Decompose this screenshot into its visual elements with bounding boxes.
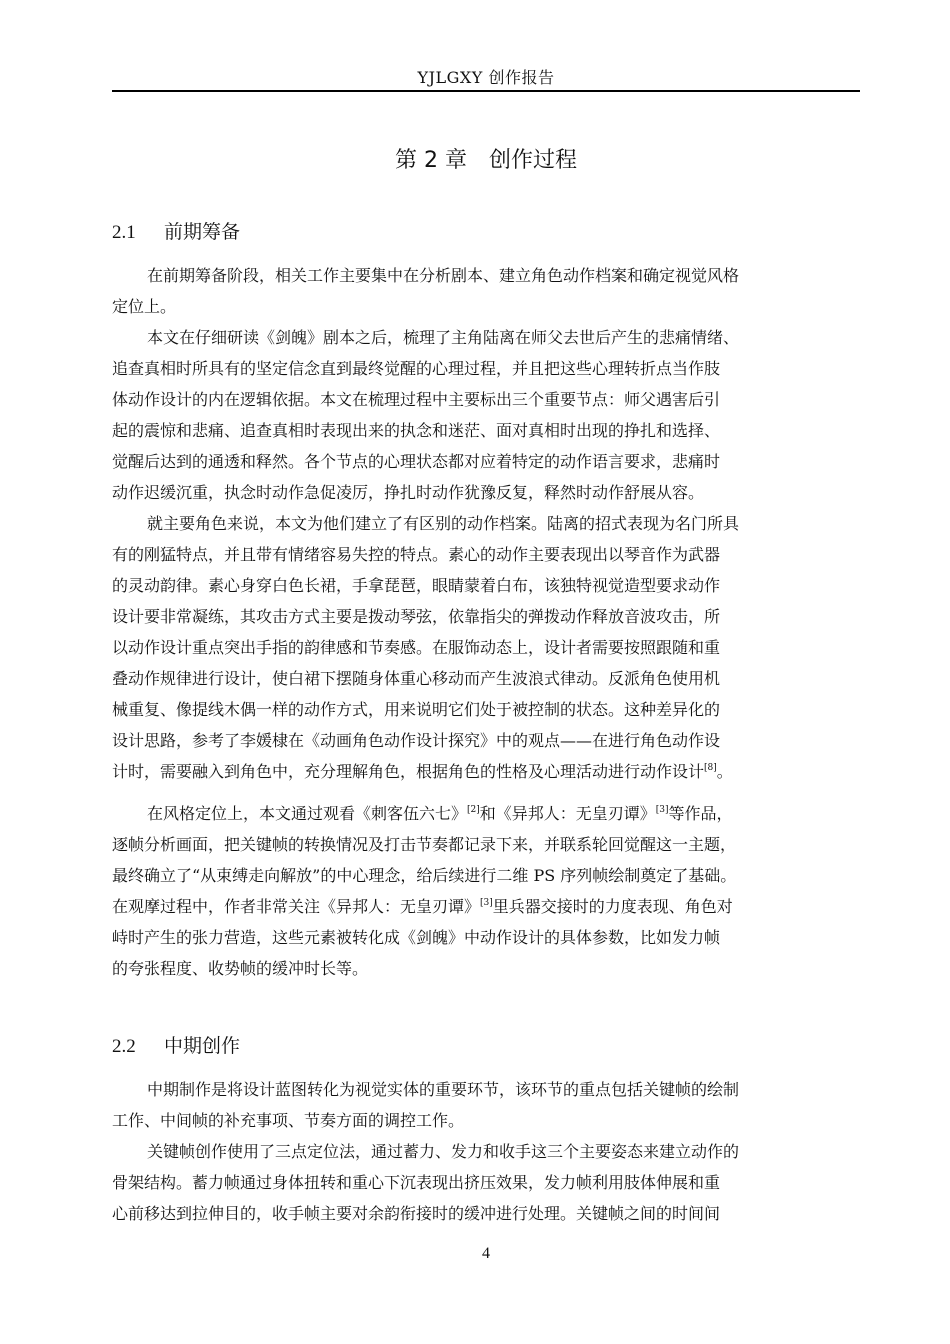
- text-line: 骨架结构。蓄力帧通过身体扭转和重心下沉表现出挤压效果，发力帧利用肢体伸展和重: [112, 1173, 721, 1192]
- section-number: 2.2: [112, 1036, 136, 1057]
- text-line: 叠动作规律进行设计，使白裙下摆随身体重心移动而产生波浪式律动。反派角色使用机: [112, 669, 721, 688]
- text-line: 动作迟缓沉重，执念时动作急促凌厉，挣扎时动作犹豫反复，释然时动作舒展从容。: [112, 483, 705, 502]
- chapter-name: 创作过程: [488, 148, 577, 173]
- header-rule: [112, 90, 860, 92]
- text-line: 觉醒后达到的通透和释然。各个节点的心理状态都对应着特定的动作语言要求，悲痛时: [112, 452, 721, 471]
- text-line: 心前移达到拉伸目的，收手帧主要对余韵衔接时的缓冲进行处理。关键帧之间的时间间: [112, 1204, 721, 1223]
- section-heading-2-2: [112, 1033, 860, 1060]
- text-segment: 在观摩过程中，作者非常关注《异邦人：无皇刃谭》: [112, 897, 481, 916]
- section-heading-2-1: [112, 219, 860, 246]
- citation-ref: [2]: [467, 805, 480, 815]
- text-segment: 等作品，: [668, 804, 733, 823]
- text-line: 定位上。: [112, 297, 177, 316]
- section-title: 前期筹备: [164, 221, 241, 243]
- text-segment: 。: [716, 762, 733, 781]
- running-header: YJLGXY 创作报告: [417, 68, 555, 87]
- text-line: 逐帧分析画面，把关键帧的转换情况及打击节奏都记录下来，并联系轮回觉醒这一主题，: [112, 835, 737, 854]
- text-line: 中期制作是将设计蓝图转化为视觉实体的重要环节，该环节的重点包括关键帧的绘制: [147, 1080, 740, 1099]
- text-line: [112, 891, 860, 922]
- paragraph-5: [112, 1074, 860, 1136]
- text-line: 工作、中间帧的补充事项、节奏方面的调控工作。: [112, 1111, 465, 1130]
- text-line: 追查真相时所具有的坚定信念直到最终觉醒的心理过程，并且把这些心理转折点当作肢: [112, 359, 721, 378]
- text-line: 体动作设计的内在逻辑依据。本文在梳理过程中主要标出三个重要节点：师父遇害后引: [112, 390, 721, 409]
- section-number: 2.1: [112, 222, 136, 243]
- text-line: [112, 798, 860, 829]
- text-line: 的夸张程度、收势帧的缓冲时长等。: [112, 959, 369, 978]
- text-line: 最终确立了“从束缚走向解放”的中心理念，给后续进行二维 PS 序列帧绘制奠定了基础。: [112, 866, 737, 885]
- text-line: 本文在仔细研读《剑魄》剧本之后，梳理了主角陆离在师父去世后产生的悲痛情绪、: [147, 328, 740, 347]
- text-segment: 和《异邦人：无皇刃谭》: [479, 804, 656, 823]
- citation-ref: [8]: [704, 763, 717, 773]
- chapter-number: 第 2 章: [395, 148, 467, 173]
- text-line: 在前期筹备阶段，相关工作主要集中在分析剧本、建立角色动作档案和确定视觉风格: [147, 266, 740, 285]
- text-line: 就主要角色来说，本文为他们建立了有区别的动作档案。陆离的招式表现为名门所具: [147, 514, 740, 533]
- text-line: [112, 756, 860, 787]
- text-line: 有的刚猛特点，并且带有情绪容易失控的特点。素心的动作主要表现出以琴音作为武器: [112, 545, 721, 564]
- citation-ref: [3]: [480, 898, 493, 908]
- citation-ref: [3]: [655, 805, 669, 815]
- text-line: 械重复、像提线木偶一样的动作方式，用来说明它们处于被控制的状态。这种差异化的: [112, 700, 721, 719]
- text-line: 设计要非常凝练，其攻击方式主要是拨动琴弦，依靠指尖的弹拨动作释放音波攻击，所: [112, 607, 721, 626]
- text-line: 的灵动韵律。素心身穿白色长裙，手拿琵琶，眼睛蒙着白布，该独特视觉造型要求动作: [112, 576, 721, 595]
- text-line: 以动作设计重点突出手指的韵律感和节奏感。在服饰动态上，设计者需要按照跟随和重: [112, 638, 721, 657]
- paragraph-4: [112, 798, 860, 984]
- text-segment: 计时，需要融入到角色中，充分理解角色，根据角色的性格及心理活动进行动作设计: [112, 762, 705, 781]
- text-line: 起的震惊和悲痛、追查真相时表现出来的执念和迷茫、面对真相时出现的挣扎和选择、: [112, 421, 721, 440]
- text-segment: 在风格定位上，本文通过观看《刺客伍六七》: [147, 804, 468, 823]
- section-title: 中期创作: [164, 1035, 241, 1057]
- paragraph-2: [112, 322, 860, 508]
- paragraph-1: [112, 260, 860, 322]
- page-number: 4: [482, 1245, 490, 1262]
- paragraph-6: [112, 1136, 860, 1229]
- text-segment: 里兵器交接时的力度表现、角色对: [492, 897, 733, 916]
- text-line: 峙时产生的张力营造，这些元素被转化成《剑魄》中动作设计的具体参数，比如发力帧: [112, 928, 721, 947]
- paragraph-3: [112, 508, 860, 787]
- chapter-title: [112, 146, 860, 176]
- text-line: 关键帧创作使用了三点定位法，通过蓄力、发力和收手这三个主要姿态来建立动作的: [147, 1142, 740, 1161]
- text-line: 设计思路，参考了李媛棣在《动画角色动作设计探究》中的观点——在进行角色动作设: [112, 731, 721, 750]
